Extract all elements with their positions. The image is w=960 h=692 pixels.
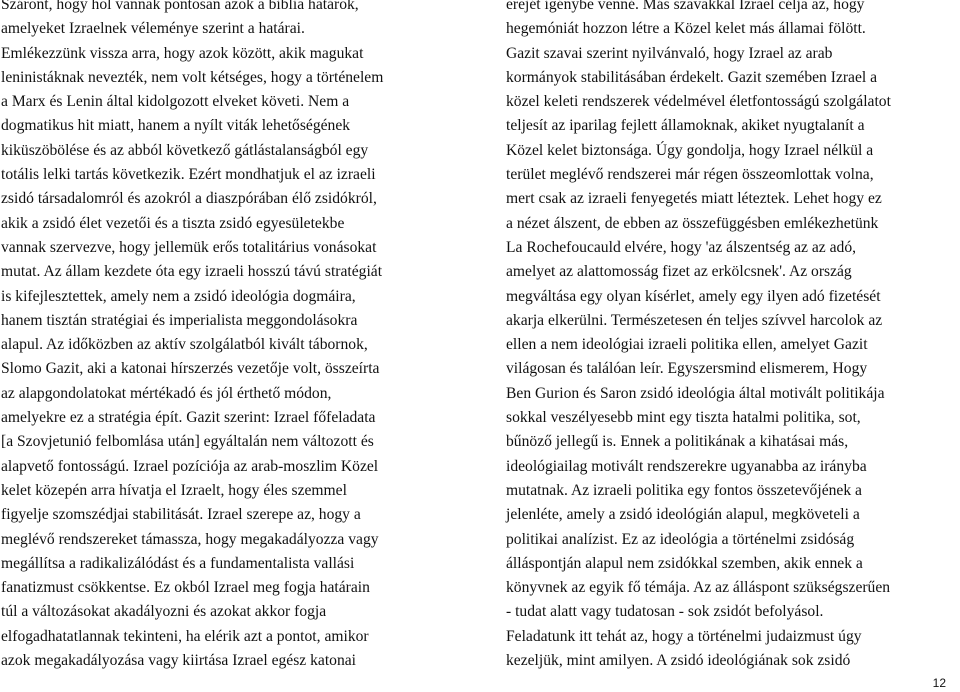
text-line: figyelje szomszédjai stabilitását. Izrael szerepe az, hogy a <box>1 506 361 524</box>
text-line: is kifejlesztettek, amely nem a zsidó ideológia dogmáira, <box>1 287 356 305</box>
text-line: azok megakadályozása vagy kiirtása Izrael egész katonai <box>1 652 357 670</box>
text-line: a nézet álszent, de ebben az összefüggésben emlékezhetünk <box>506 214 879 232</box>
text-line: mutat. Az állam kezdete óta egy izraeli hosszú távú stratégiát <box>1 263 383 281</box>
text-line: amelyeket Izraelnek véleménye szerint a határai. <box>1 20 305 38</box>
text-line: megállítsa a radikalizálódást és a fundamentalista vallási <box>1 554 355 572</box>
text-line: megváltása egy olyan kísérlet, amely egy ilyen adó fizetését <box>506 287 881 305</box>
text-line: Ben Gurion és Saron zsidó ideológia által motivált politikája <box>506 384 885 402</box>
text-line: alapul. Az időközben az aktív szolgálatból kivált tábornok, <box>1 336 368 354</box>
left-text-column <box>1 0 459 673</box>
text-line: az alapgondolatokat mértékadó és jól érthető módon, <box>1 384 332 402</box>
text-line: totális lelki tartás következik. Ezért mondhatjuk el az izraeli <box>1 166 376 184</box>
text-line: sokkal veszélyesebb mint egy tiszta hatalmi politika, sot, <box>506 409 861 427</box>
text-line: akarja elkerülni. Természetesen én teljes szívvel harcolok az <box>506 311 883 329</box>
text-line: politikai analízist. Ez az ideológia a történelmi zsidóság <box>506 530 855 548</box>
text-line: mert csak az izraeli fenyegetés miatt léteztek. Lehet hogy ez <box>506 190 882 208</box>
text-line: fanatizmust csökkentse. Ez okból Izrael meg fogja határain <box>1 579 370 597</box>
text-line: zsidó társadalomról és azokról a diaszpórában élő zsidókról, <box>1 190 377 208</box>
text-line: kormányok stabilitásában érdekelt. Gazit szemében Izrael a <box>506 68 878 86</box>
text-line: akik a zsidó élet vezetői és a tiszta zsidó egyesületekbe <box>1 214 345 232</box>
text-line: La Rochefoucauld elvére, hogy 'az álszentség az az adó, <box>506 238 857 256</box>
text-line: Közel kelet biztonsága. Úgy gondolja, hogy Izrael nélkül a <box>506 141 874 159</box>
text-line: alapvető fontosságú. Izrael pozíciója az arab-moszlim Közel <box>1 457 379 475</box>
text-line: mutatnak. Az izraeli politika egy fontos összetevőjének a <box>506 481 862 499</box>
text-line: [a Szovjetunió felbomlása után] egyáltalán nem változott és <box>1 433 374 451</box>
text-line: ellen a nem ideológiai izraeli politika ellen, amelyet Gazit <box>506 336 868 354</box>
text-line: a Marx és Lenin által kidolgozott elveket követi. Nem a <box>1 93 350 111</box>
text-line: hanem tisztán stratégiai és imperialista meggondolásokra <box>1 311 358 329</box>
text-line: kelet közepén arra hívatja el Izraelt, hogy éles szemmel <box>1 481 347 499</box>
text-line: terület meglévő rendszerei már régen összeomlottak volna, <box>506 166 874 184</box>
text-line: amelyekre ez a stratégia épít. Gazit szerint: Izrael főfeladata <box>1 409 376 427</box>
text-line: kiküszöbölése és az abból következő gátlástalanságból egy <box>1 141 369 159</box>
text-line: álláspontján alapul nem zsidókkal szemben, akik ennek a <box>506 554 863 572</box>
text-line: bűnöző jellegű is. Ennek a politikának a kihatásai más, <box>506 433 849 451</box>
text-line: erejét igénybe venné. Más szavakkal Izrael célja az, hogy <box>506 0 865 13</box>
text-line: túl a változásokat akadályozni és azokat akkor fogja <box>1 603 327 621</box>
text-line: Száront, hogy hol vannak pontosan azok a biblia határok, <box>1 0 359 13</box>
text-line: könyvnek az egyik fő témája. Az az álláspont szükségszerűen <box>506 579 891 597</box>
text-line: kezeljük, mint amilyen. A zsidó ideológiának sok zsidó <box>506 652 851 670</box>
text-line: leninistáknak nevezték, nem volt kétséges, hogy a történelem <box>1 68 384 86</box>
text-line: amelyet az alattomosság fizet az erkölcsnek'. Az ország <box>506 263 852 281</box>
text-line: Emlékezzünk vissza arra, hogy azok között, akik magukat <box>1 44 364 62</box>
text-line: világosan és találóan leír. Egyszersmind elismerem, Hogy <box>506 360 868 378</box>
text-line: Slomo Gazit, aki a katonai hírszerzés vezetője volt, összeírta <box>1 360 380 378</box>
text-line: jelenléte, amely a zsidó ideológián alapul, megköveteli a <box>506 506 860 524</box>
text-line: teljesít az iparilag fejlett államoknak, akiket nyugtalanít a <box>506 117 865 135</box>
right-text-column <box>506 0 956 673</box>
text-line: Feladatunk itt tehát az, hogy a történelmi judaizmust úgy <box>506 627 862 645</box>
page-number: 12 <box>932 676 946 690</box>
text-line: - tudat alatt vagy tudatosan - sok zsidót befolyásol. <box>506 603 824 621</box>
text-line: hegemóniát hozzon létre a Közel kelet más államai fölött. <box>506 20 866 38</box>
text-line: dogmatikus hit miatt, hanem a nyílt viták lehetőségének <box>1 117 351 135</box>
text-line: meglévő rendszereket támassza, hogy megakadályozza vagy <box>1 530 379 548</box>
text-line: Gazit szavai szerint nyilvánvaló, hogy Izrael az arab <box>506 44 833 62</box>
text-line: közel keleti rendszerek védelmével életfontosságú szolgálatot <box>506 93 891 111</box>
text-line: ideológiailag motivált rendszerekre ugyanabba az irányba <box>506 457 867 475</box>
text-line: vannak szervezve, hogy jellemük erős totalitárius vonásokat <box>1 238 377 256</box>
text-line: elfogadhatatlannak tekinteni, ha elérik azt a pontot, amikor <box>1 627 369 645</box>
